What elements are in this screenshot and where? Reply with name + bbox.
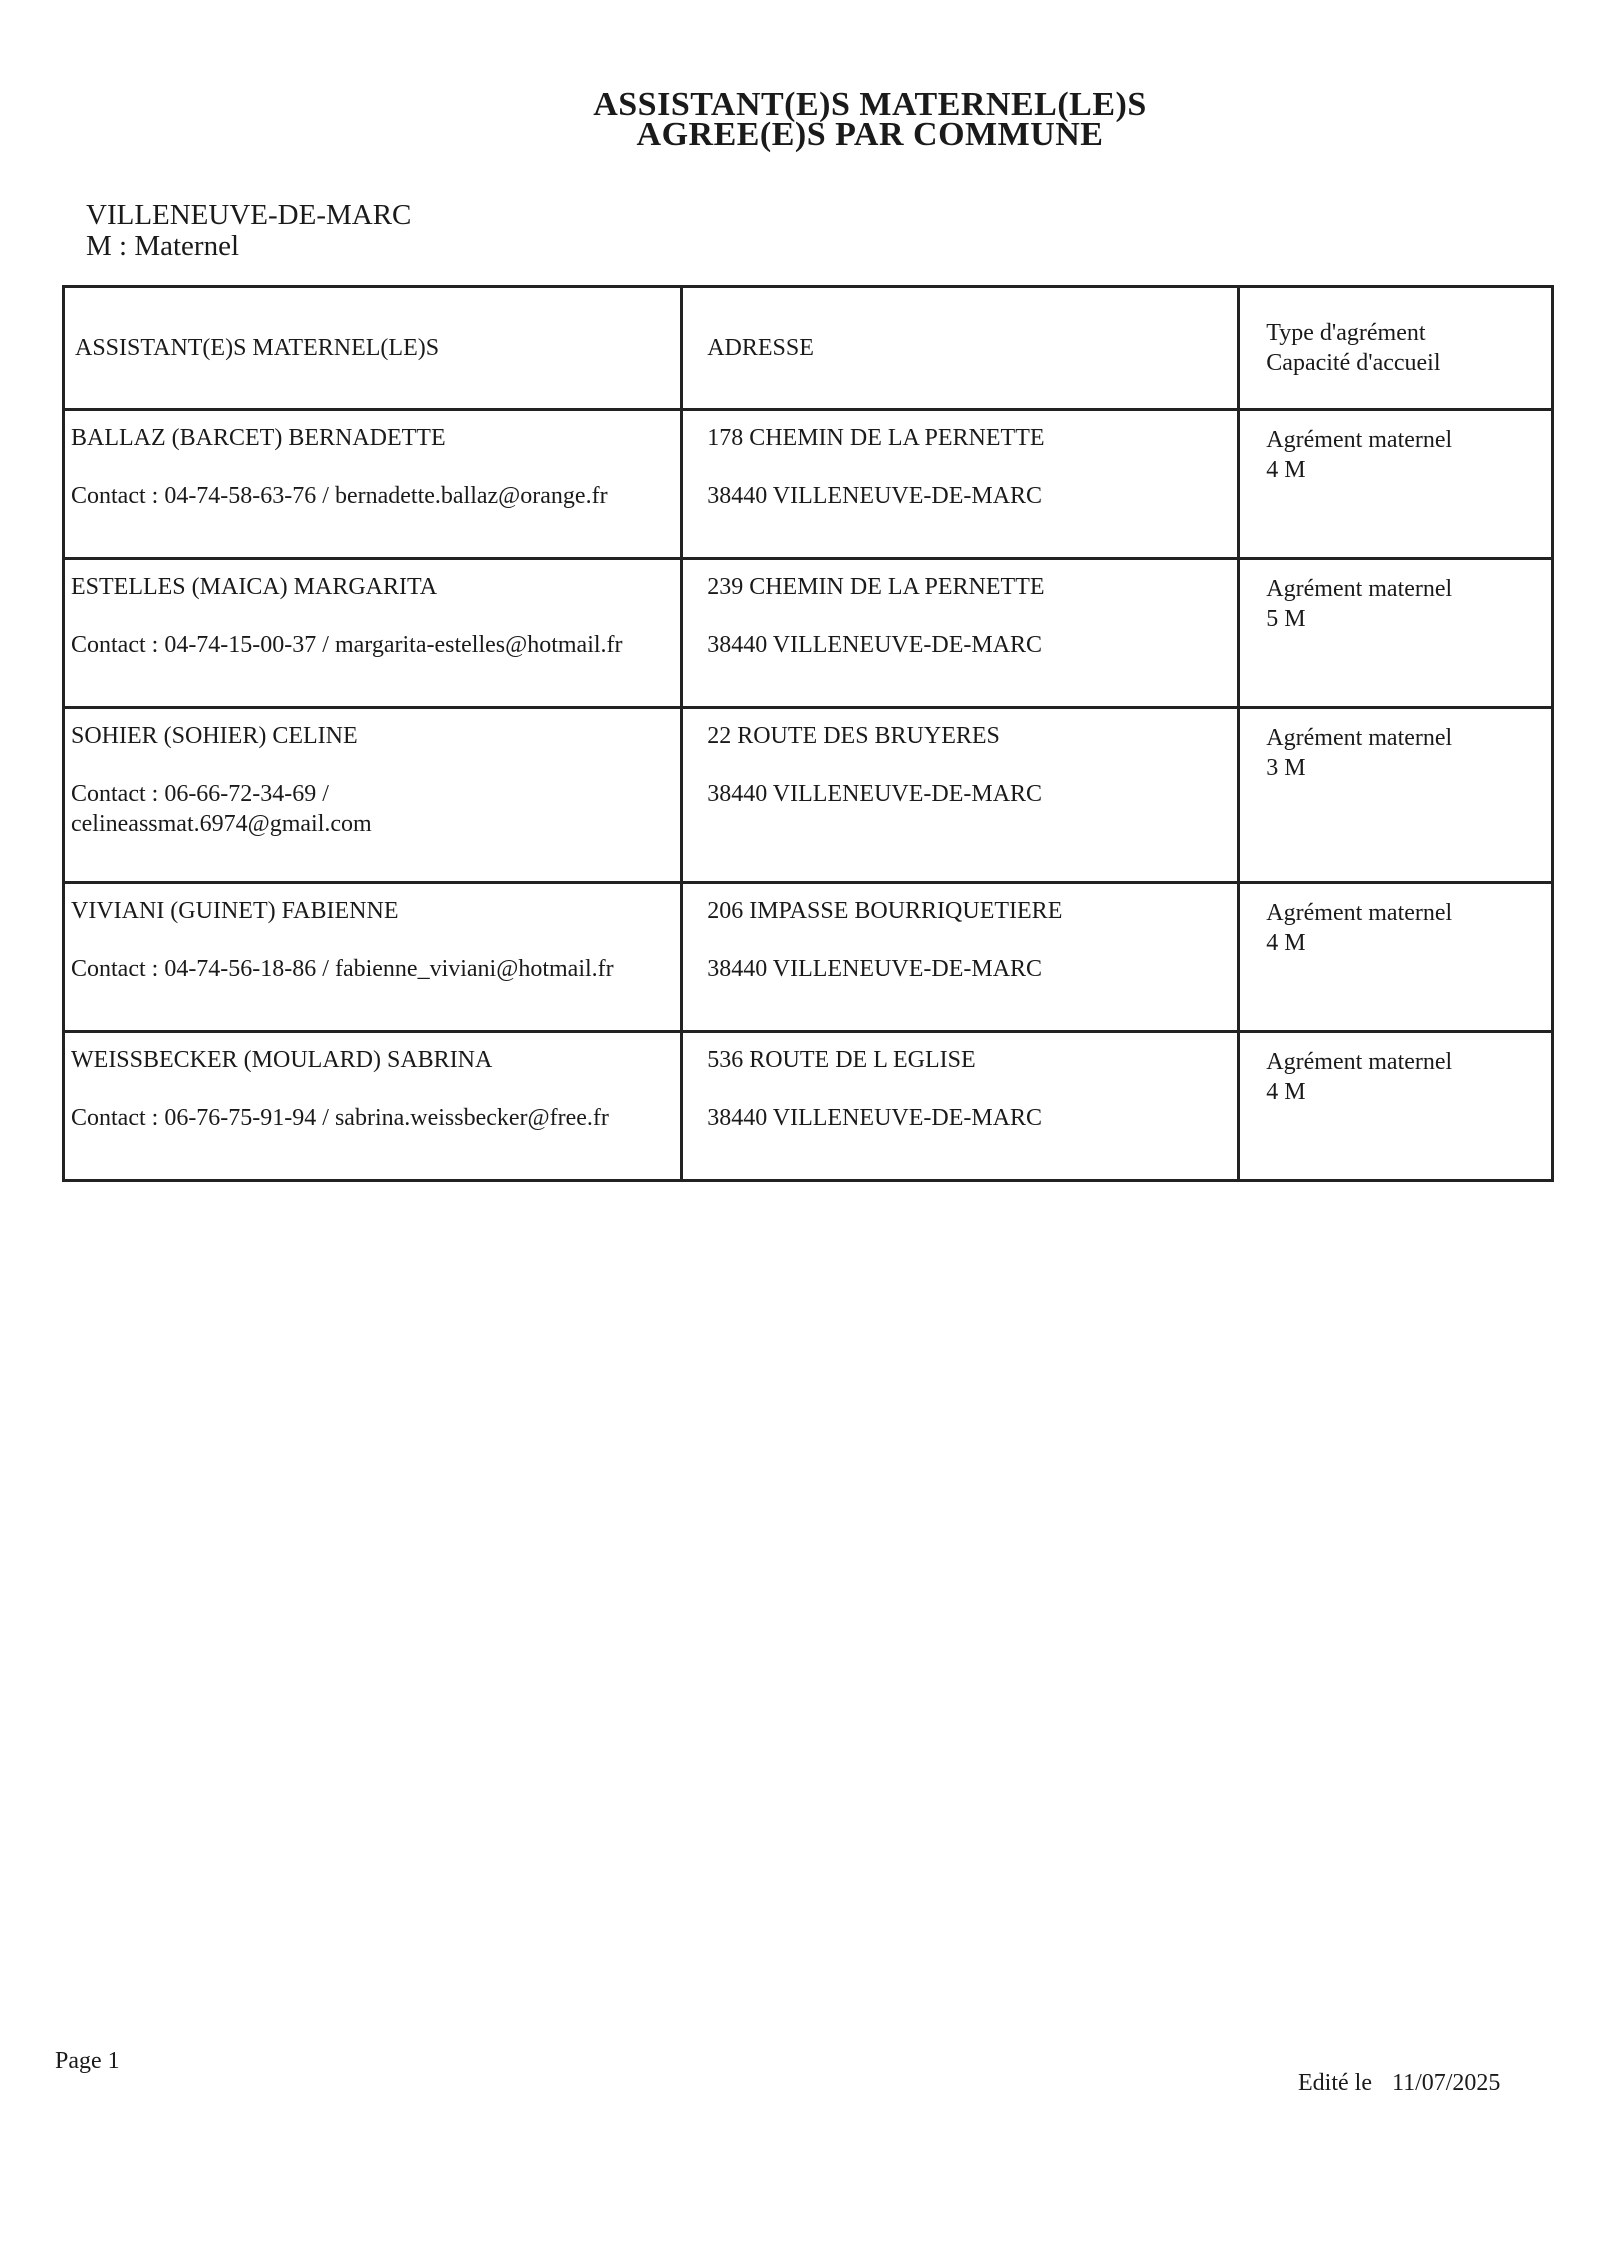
cell-assistant	[64, 410, 682, 559]
agreement-type: Agrément maternel	[1266, 900, 1453, 926]
agreement-capacity: 4 M	[1266, 457, 1306, 483]
agreement-type: Agrément maternel	[1266, 427, 1453, 453]
address-street: 239 CHEMIN DE LA PERNETTE	[707, 574, 1045, 600]
assistant-name: SOHIER (SOHIER) CELINE	[71, 723, 358, 749]
cell-assistant	[64, 1032, 682, 1181]
cell-address	[682, 1032, 1239, 1181]
agreement-type: Agrément maternel	[1266, 725, 1453, 751]
header-name: ASSISTANT(E)S MATERNEL(LE)S	[64, 287, 682, 410]
address-city: 38440 VILLENEUVE-DE-MARC	[707, 632, 1043, 658]
header-address: ADRESSE	[682, 287, 1239, 410]
assistant-contact-line-2: celineassmat.6974@gmail.com	[71, 811, 372, 837]
edit-date-value: 11/07/2025	[1391, 2070, 1501, 2096]
cell-agreement	[1239, 1032, 1553, 1181]
assistant-name: VIVIANI (GUINET) FABIENNE	[71, 898, 399, 924]
assistant-name: ESTELLES (MAICA) MARGARITA	[71, 574, 438, 600]
cell-assistant	[64, 708, 682, 883]
document-title-line-1: ASSISTANT(E)S MATERNEL(LE)S	[593, 86, 1147, 123]
cell-address	[682, 559, 1239, 708]
agreement-capacity: 3 M	[1266, 755, 1306, 781]
cell-assistant	[64, 883, 682, 1032]
address-street: 536 ROUTE DE L EGLISE	[707, 1047, 976, 1073]
cell-assistant	[64, 559, 682, 708]
address-city: 38440 VILLENEUVE-DE-MARC	[707, 1105, 1043, 1131]
agreement-capacity: 4 M	[1266, 1079, 1306, 1105]
cell-address	[682, 883, 1239, 1032]
commune-legend: M : Maternel	[86, 230, 240, 262]
table-row	[64, 883, 1553, 1032]
page-number: Page 1	[55, 2048, 120, 2074]
table-header-row	[64, 287, 1553, 410]
table-row	[64, 1032, 1553, 1181]
cell-agreement	[1239, 708, 1553, 883]
document-title-line-2: AGREE(E)S PAR COMMUNE	[636, 116, 1104, 153]
agreement-type: Agrément maternel	[1266, 576, 1453, 602]
assistant-name: BALLAZ (BARCET) BERNADETTE	[71, 425, 446, 451]
assistant-name: WEISSBECKER (MOULARD) SABRINA	[71, 1047, 493, 1073]
table-row	[64, 559, 1553, 708]
cell-address	[682, 410, 1239, 559]
address-street: 206 IMPASSE BOURRIQUETIERE	[707, 898, 1063, 924]
agreement-capacity: 4 M	[1266, 930, 1306, 956]
assistant-contact: Contact : 06-76-75-91-94 / sabrina.weissbecker@free.fr	[71, 1105, 609, 1131]
commune-block	[86, 200, 411, 262]
cell-agreement	[1239, 410, 1553, 559]
address-city: 38440 VILLENEUVE-DE-MARC	[707, 956, 1043, 982]
assistant-contact-line-1: Contact : 06-66-72-34-69 /	[71, 781, 329, 807]
cell-agreement	[1239, 883, 1553, 1032]
commune-name: VILLENEUVE-DE-MARC	[86, 199, 412, 231]
address-street: 178 CHEMIN DE LA PERNETTE	[707, 425, 1045, 451]
edit-date	[1298, 2070, 1500, 2097]
table-row	[64, 708, 1553, 883]
cell-address	[682, 708, 1239, 883]
address-street: 22 ROUTE DES BRUYERES	[707, 723, 1000, 749]
assistant-contact: Contact : 04-74-15-00-37 / margarita-estelles@hotmail.fr	[71, 632, 623, 658]
assistant-contact: Contact : 04-74-58-63-76 / bernadette.ballaz@orange.fr	[71, 483, 608, 509]
agreement-type: Agrément maternel	[1266, 1049, 1453, 1075]
cell-agreement	[1239, 559, 1553, 708]
header-type	[1239, 287, 1553, 410]
agreement-capacity: 5 M	[1266, 606, 1306, 632]
agents-table	[62, 285, 1554, 1182]
address-city: 38440 VILLENEUVE-DE-MARC	[707, 781, 1043, 807]
header-type-line-1: Type d'agrément	[1266, 320, 1426, 346]
assistant-contact: Contact : 04-74-56-18-86 / fabienne_viviani@hotmail.fr	[71, 956, 614, 982]
address-city: 38440 VILLENEUVE-DE-MARC	[707, 483, 1043, 509]
table-row	[64, 410, 1553, 559]
header-type-line-2: Capacité d'accueil	[1266, 350, 1441, 376]
edit-date-label: Edité le	[1298, 2070, 1372, 2096]
document-title	[0, 86, 1600, 153]
